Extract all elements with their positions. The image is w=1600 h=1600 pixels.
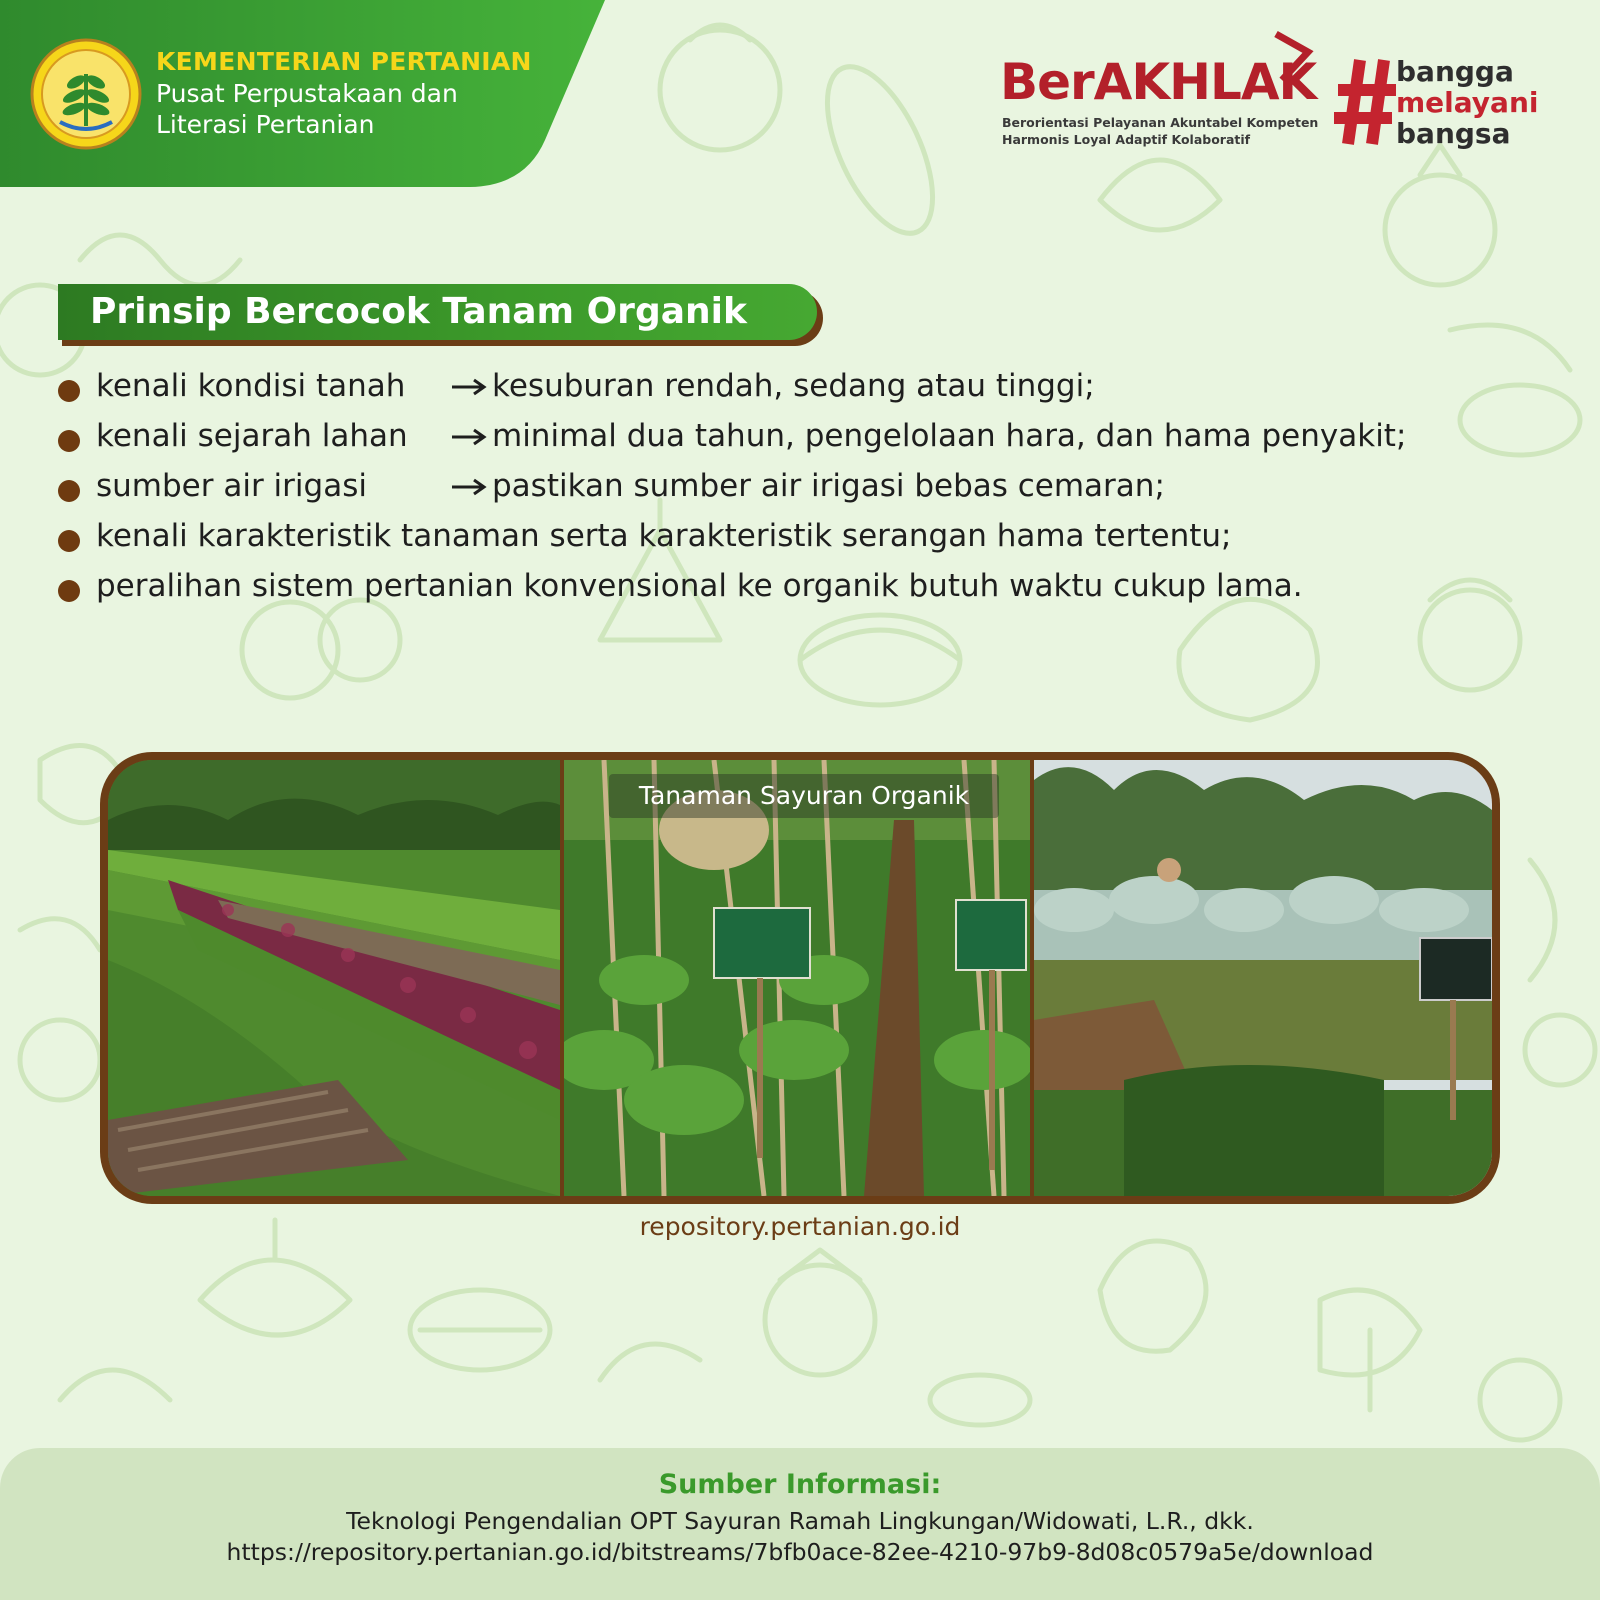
vegetable-rows-illustration — [564, 760, 1030, 1196]
principle-key: kenali sejarah lahan — [96, 418, 408, 454]
principle-key: kenali karakteristik tanaman serta karakteristik serangan hama tertentu; — [96, 518, 1232, 554]
arrow-right-icon — [450, 378, 488, 396]
bullet-dot — [58, 480, 80, 502]
source-reference: Teknologi Pengendalian OPT Sayuran Ramah Lingkungan/Widowati, L.R., dkk. — [346, 1507, 1254, 1535]
bangga-line1: bangga — [1396, 55, 1514, 88]
berakhlak-wordmark: BerAKHLAK — [1000, 53, 1317, 111]
berakhlak-tagline-line2: Harmonis Loyal Adaptif Kolaboratif — [1002, 132, 1251, 147]
berakhlak-tagline-line1: Berorientasi Pelayanan Akuntabel Kompeten — [1002, 115, 1319, 130]
photo-frame — [100, 752, 1500, 1204]
ministry-name: KEMENTERIAN PERTANIAN — [156, 47, 532, 76]
arrow-right-icon — [450, 478, 488, 496]
title-banner — [58, 284, 823, 346]
photo-source-credit: repository.pertanian.go.id — [639, 1212, 961, 1241]
photo-caption: Tanaman Sayuran Organik — [609, 774, 999, 818]
source-url-link[interactable]: https://repository.pertanian.go.id/bitstreams/7bfb0ace-82ee-4210-97b9-8d08c0579a5e/download — [226, 1538, 1374, 1566]
photo-cabbage-beds — [1034, 760, 1492, 1196]
list-item — [58, 414, 1578, 464]
list-item — [58, 514, 1578, 564]
photo-field-beds — [108, 760, 560, 1196]
photo-strip — [108, 760, 1492, 1196]
list-item — [58, 564, 1578, 614]
ministry-unit: Pusat Perpustakaan dan Literasi Pertanian — [156, 79, 458, 139]
list-item — [58, 364, 1578, 414]
principles-list — [58, 364, 1578, 614]
principle-value: pastikan sumber air irigasi bebas cemaran; — [492, 468, 1165, 504]
cabbage-beds-illustration — [1034, 760, 1492, 1196]
berakhlak-logo — [1000, 30, 1330, 150]
source-heading: Sumber Informasi: — [658, 1469, 942, 1500]
list-item — [58, 464, 1578, 514]
bangga-line3: bangsa — [1396, 117, 1511, 150]
page-title: Prinsip Bercocok Tanam Organik — [90, 291, 747, 332]
bullet-dot — [58, 430, 80, 452]
principle-key: peralihan sistem pertanian konvensional ke organik butuh waktu cukup lama. — [96, 568, 1303, 604]
bangga-melayani-bangsa-logo — [1334, 52, 1564, 157]
field-beds-illustration — [108, 760, 560, 1196]
bullet-dot — [58, 530, 80, 552]
berakhlak-tagline — [1002, 114, 1332, 148]
photo-vegetable-rows — [564, 760, 1030, 1196]
ministry-emblem-icon — [30, 38, 142, 150]
bullet-dot — [58, 580, 80, 602]
arrow-right-icon — [450, 428, 488, 446]
principle-value: kesuburan rendah, sedang atau tinggi; — [492, 368, 1095, 404]
bullet-dot — [58, 380, 80, 402]
ministry-identity — [156, 46, 556, 140]
hashtag-icon — [1334, 56, 1398, 148]
title-banner-pill — [58, 284, 817, 340]
chevron-right-icon — [1268, 30, 1324, 86]
bangga-line2: melayani — [1396, 86, 1539, 119]
principle-key: kenali kondisi tanah — [96, 368, 406, 404]
principle-value: minimal dua tahun, pengelolaan hara, dan hama penyakit; — [492, 418, 1407, 454]
principle-key: sumber air irigasi — [96, 468, 367, 504]
